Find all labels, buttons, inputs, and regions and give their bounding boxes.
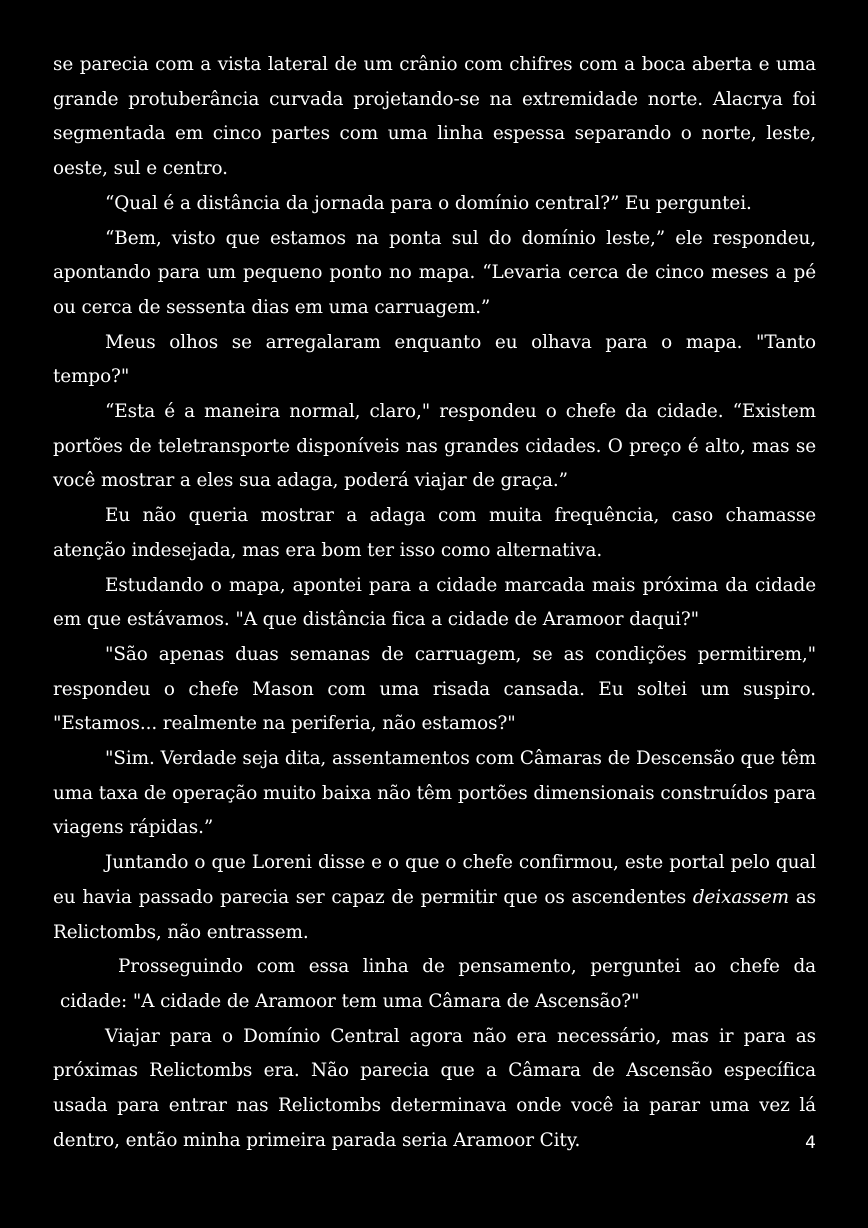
paragraph-1: se parecia com a vista lateral de um crânio com chifres com a boca aberta e uma grande protuberância curvada projetando-se na extremidade norte. Alacrya foi segmentada em cinco partes com uma linha espessa separando o norte, leste, oeste, sul e centro. xyxy=(53,54,816,180)
paragraph-9: "Sim. Verdade seja dita, assentamentos com Câmaras de Descensão que têm uma taxa de operação muito baixa não têm portões dimensionais construídos para viagens rápidas.” xyxy=(53,748,816,839)
page-number: 4 xyxy=(805,1133,816,1153)
paragraph-12: Viajar para o Domínio Central agora não era necessário, mas ir para as próximas Relictombs era. Não parecia que a Câmara de Ascensão específica usada para entrar nas Relictombs determinava onde você ia parar uma vez lá dentro, então minha primeira parada seria Aramoor City. xyxy=(53,1025,816,1151)
paragraph-6: Eu não queria mostrar a adaga com muita frequência, caso chamasse atenção indesejada, mas era bom ter isso como alternativa. xyxy=(53,505,816,561)
paragraph-8: "São apenas duas semanas de carruagem, se as condições permitirem," respondeu o chefe Mason com uma risada cansada. Eu soltei um suspiro. "Estamos... realmente na periferia, não estamos?" xyxy=(53,643,816,735)
paragraph-10-emphasis: deixassem xyxy=(692,886,789,908)
paragraph-10-part-1: Juntando o que Loreni disse e o que o chefe confirmou, este portal pelo qual eu havia passado parecia ser capaz de permitir que os ascendentes xyxy=(53,852,816,908)
paragraph-5: “Esta é a maneira normal, claro," respondeu o chefe da cidade. “Existem portões de teletransporte disponíveis nas grandes cidades. O preço é alto, mas se você mostrar a eles sua adaga, poderá viajar de graça.” xyxy=(53,401,816,492)
paragraph-2: “Qual é a distância da jornada para o domínio central?” Eu perguntei. xyxy=(105,192,752,214)
paragraph-3: “Bem, visto que estamos na ponta sul do domínio leste,” ele respondeu, apontando para um pequeno ponto no mapa. “Levaria cerca de cinco meses a pé ou cerca de sessenta dias em uma carruagem.” xyxy=(53,227,816,318)
paragraph-10-part-2: as Relictombs, não entrassem. xyxy=(53,886,816,943)
paragraph-10 xyxy=(53,846,816,950)
paragraph-4: Meus olhos se arregalaram enquanto eu olhava para o mapa. "Tanto tempo?" xyxy=(53,331,816,388)
document-body xyxy=(53,48,816,1159)
paragraph-7: Estudando o mapa, apontei para a cidade marcada mais próxima da cidade em que estávamos. "A que distância fica a cidade de Aramoor daqui?" xyxy=(53,574,816,631)
paragraph-11: Prosseguindo com essa linha de pensamento, perguntei ao chefe da cidade: "A cidade de Aramoor tem uma Câmara de Ascensão?" xyxy=(60,956,816,1012)
